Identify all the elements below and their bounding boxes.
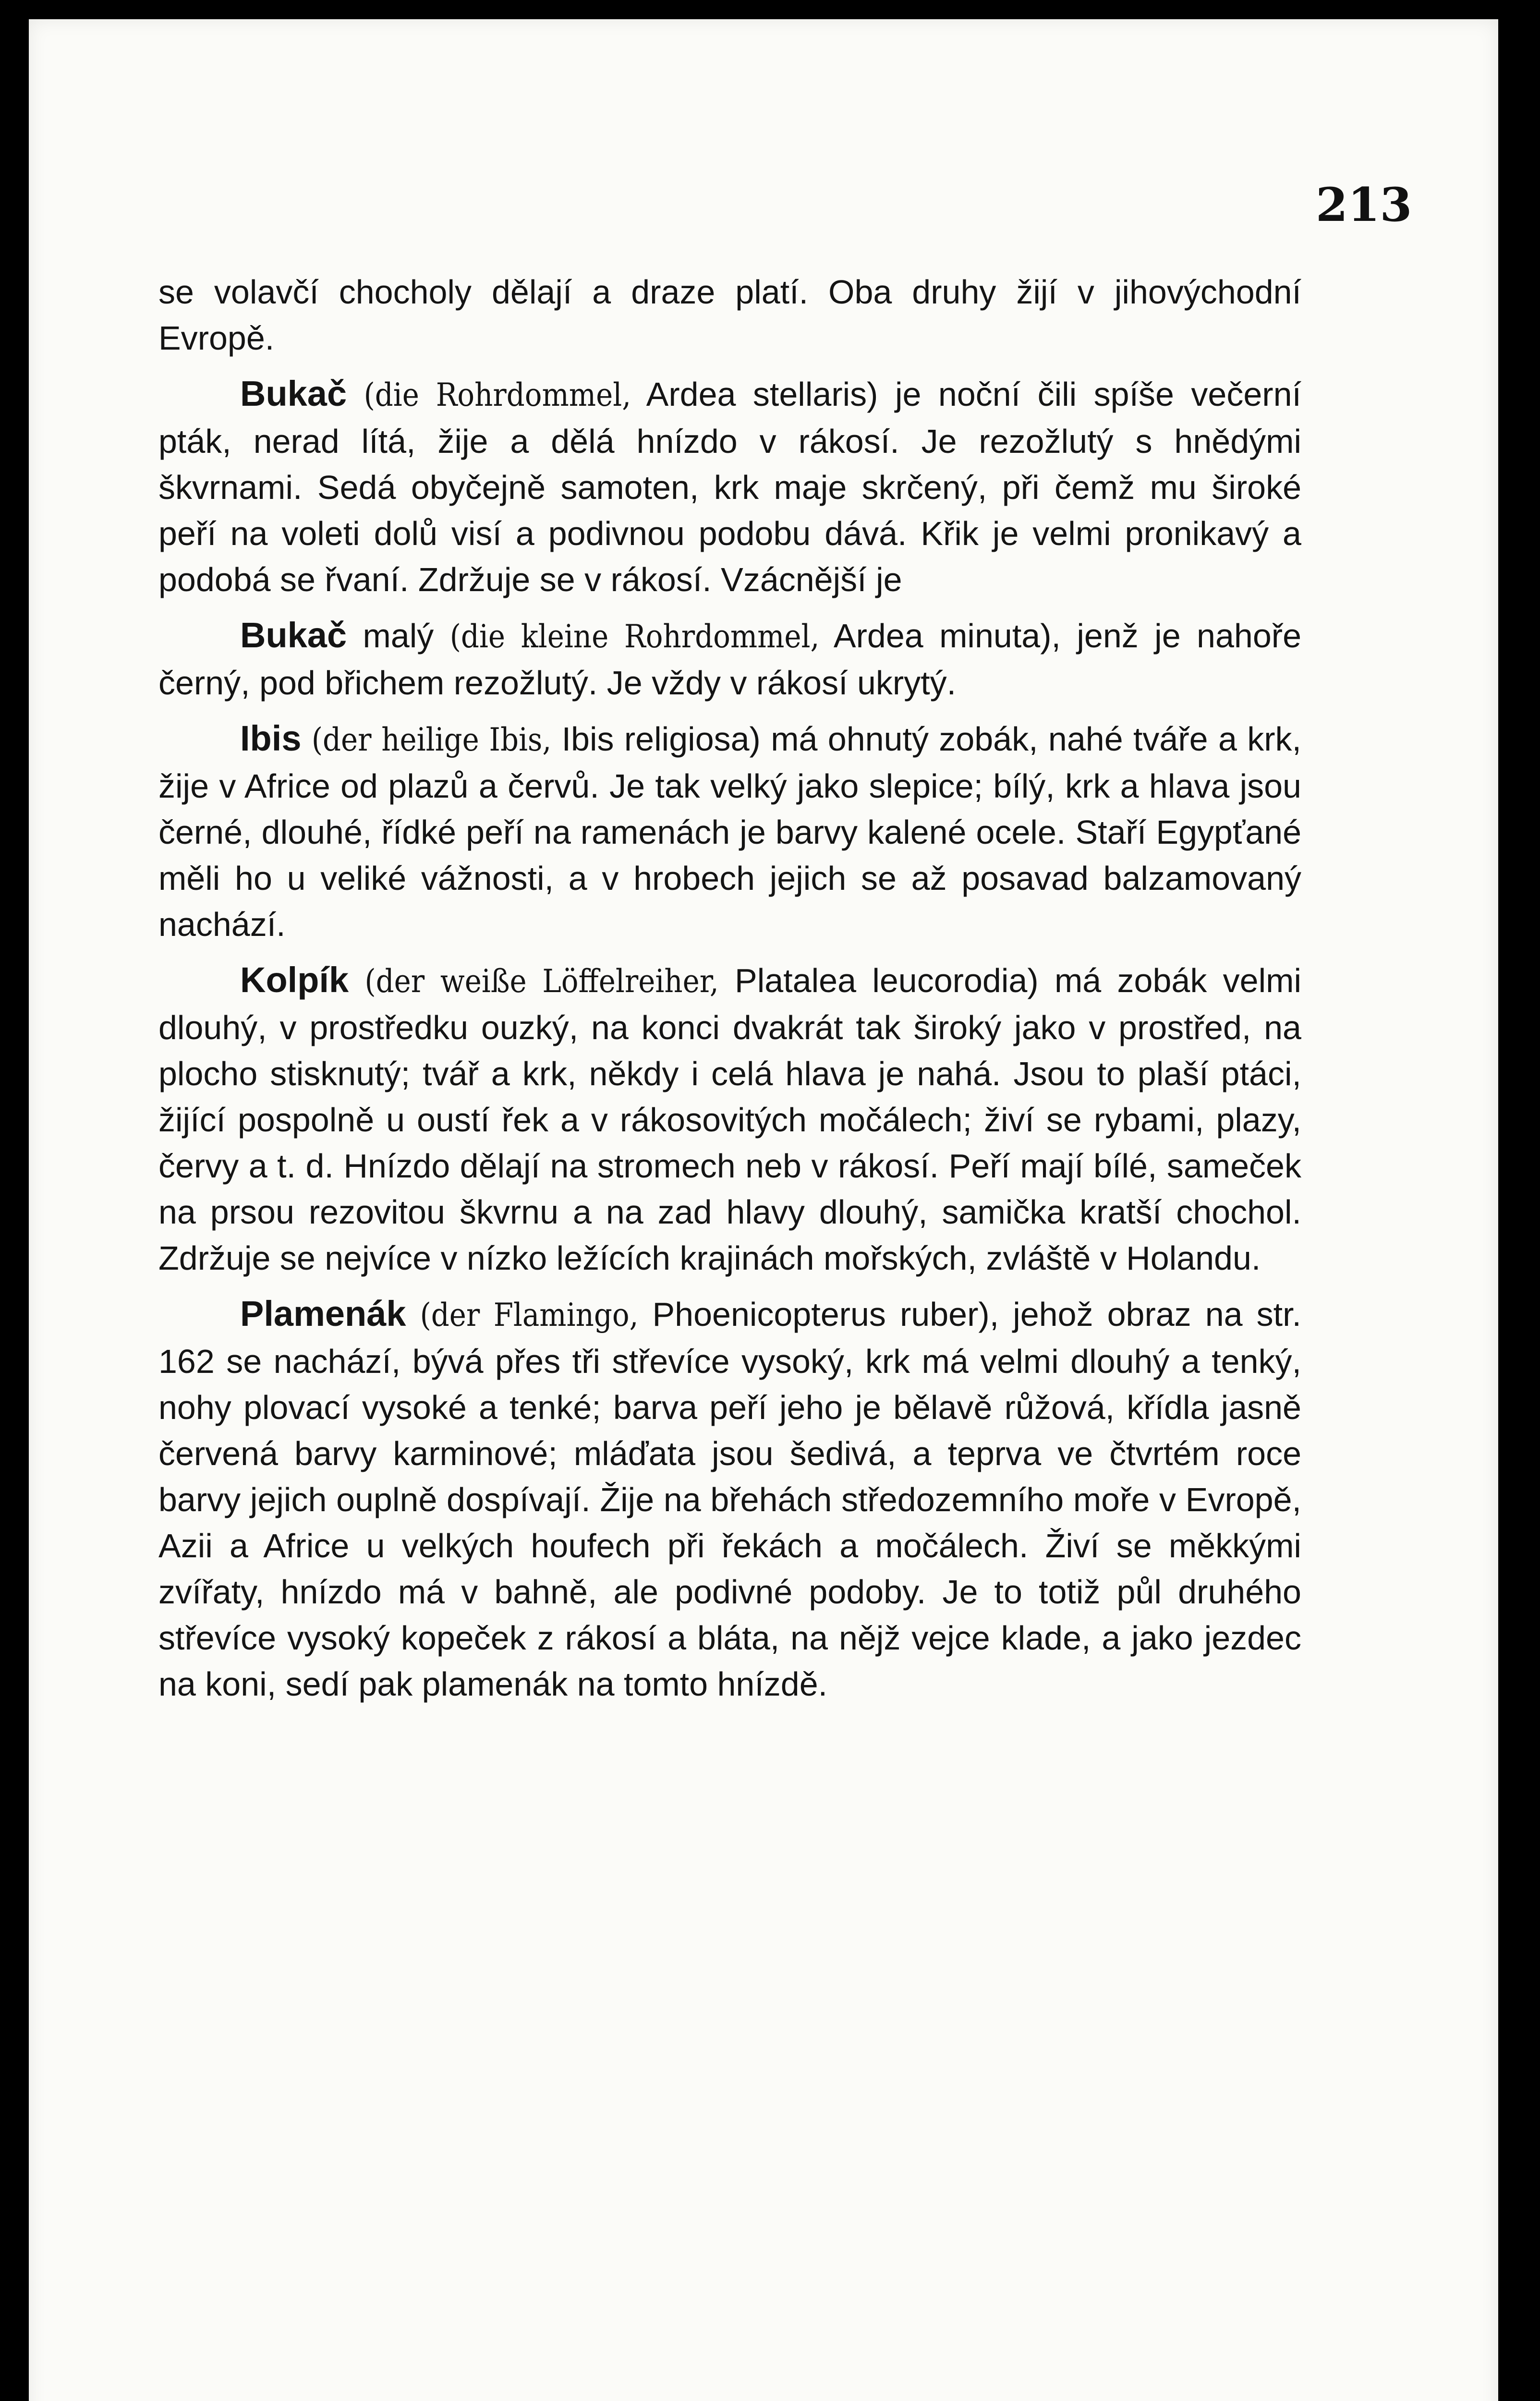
- body-text: [158, 269, 1301, 1717]
- entry-term-qualifier: malý: [347, 617, 434, 655]
- paragraph-text: Platalea leucorodia) má zobák velmi dlouhý, v prostředku ouzký, na konci dvakrát tak široký jako v prostřed, na plocho stisknutý; tvář a krk, někdy i celá hlava je nahá. Jsou to plaší ptáci, žijící pospolně u oustí řek a v rákosovitých močálech; živí se rybami, plazy, červy a t. d. Hnízdo dělají na stromech neb v rákosí. Peří mají bílé, sameček na prsou rezovitou škvrnu a na zad hlavy dlouhý, samička kratší chochol. Zdržuje se nejvíce v nízko ležících krajinách mořských, zvláště v Holandu.: [158, 962, 1301, 1277]
- page-number: 213: [1316, 178, 1412, 232]
- paragraph-text: se volavčí chocholy dělají a draze platí. Oba druhy žijí v jihovýchodní Evropě.: [158, 273, 1301, 357]
- paragraph-bukac: [158, 371, 1301, 603]
- paragraph-kolpik: [158, 957, 1301, 1281]
- german-name: (die Rohrdommel,: [364, 376, 631, 413]
- paragraph-text: Phoenicopterus ruber), jehož obraz na str. 162 se nachází, bývá přes tři střevíce vysoký, krk má velmi dlouhý a tenký, nohy plovací vysoké a tenké; barva peří jeho je bělavě růžová, křídla jasně červená barvy karminové; mláďata jsou šedivá, a teprva ve čtvrtém roce barvy jejich ouplně dospívají. Žije na břehách středozemního moře v Evropě, Azii a Africe u velkých houfech při řekách a močálech. Živí se měkkými zvířaty, hnízdo má v bahně, ale podivné podoby. Je to totiž půl druhého střevíce vysoký kopeček z rákosí a bláta, na nějž vejce klade, a jako jezdec na koni, sedí pak plamenák na tomto hnízdě.: [158, 1296, 1301, 1703]
- german-name: (der weiße Löffelreiher,: [364, 963, 719, 1000]
- german-name: (der Flamingo,: [420, 1297, 639, 1334]
- german-name: (der heilige Ibis,: [311, 721, 552, 758]
- entry-term: Kolpík: [240, 960, 349, 1000]
- entry-term: Ibis: [240, 718, 302, 758]
- entry-term: Bukač: [240, 374, 347, 413]
- paragraph-ibis: [158, 715, 1301, 947]
- paragraph-text: Ardea stellaris) je noční čili spíše večerní pták, nerad lítá, žije a dělá hnízdo v rákosí. Je rezožlutý s hnědými škvrnami. Sedá obyčejně samoten, krk maje skrčený, při čemž mu široké peří na voleti dolů visí a podivnou podobu dává. Křik je velmi pronikavý a podobá se řvaní. Zdržuje se v rákosí. Vzácnější je: [158, 376, 1301, 598]
- book-page: [29, 19, 1498, 2401]
- paragraph-plamenak: [158, 1291, 1301, 1707]
- paragraph-bukac-maly: [158, 612, 1301, 706]
- paragraph-text: Ardea minuta), jenž je nahoře černý, pod břichem rezožlutý. Je vždy v rákosí ukrytý.: [158, 617, 1301, 702]
- paragraph-continuation: [158, 269, 1301, 361]
- paragraph-text: Ibis religiosa) má ohnutý zobák, nahé tváře a krk, žije v Africe od plazů a červů. Je tak velký jako slepice; bílý, krk a hlava jsou černé, dlouhé, řídké peří na ramenách je barvy kalené ocele. Staří Egypťané měli ho u veliké vážnosti, a v hrobech jejich se až posavad balzamovaný nachází.: [158, 720, 1301, 943]
- entry-term: Plamenák: [240, 1294, 406, 1334]
- german-name: (die kleine Rohrdommel,: [449, 618, 820, 655]
- entry-term: Bukač: [240, 615, 347, 655]
